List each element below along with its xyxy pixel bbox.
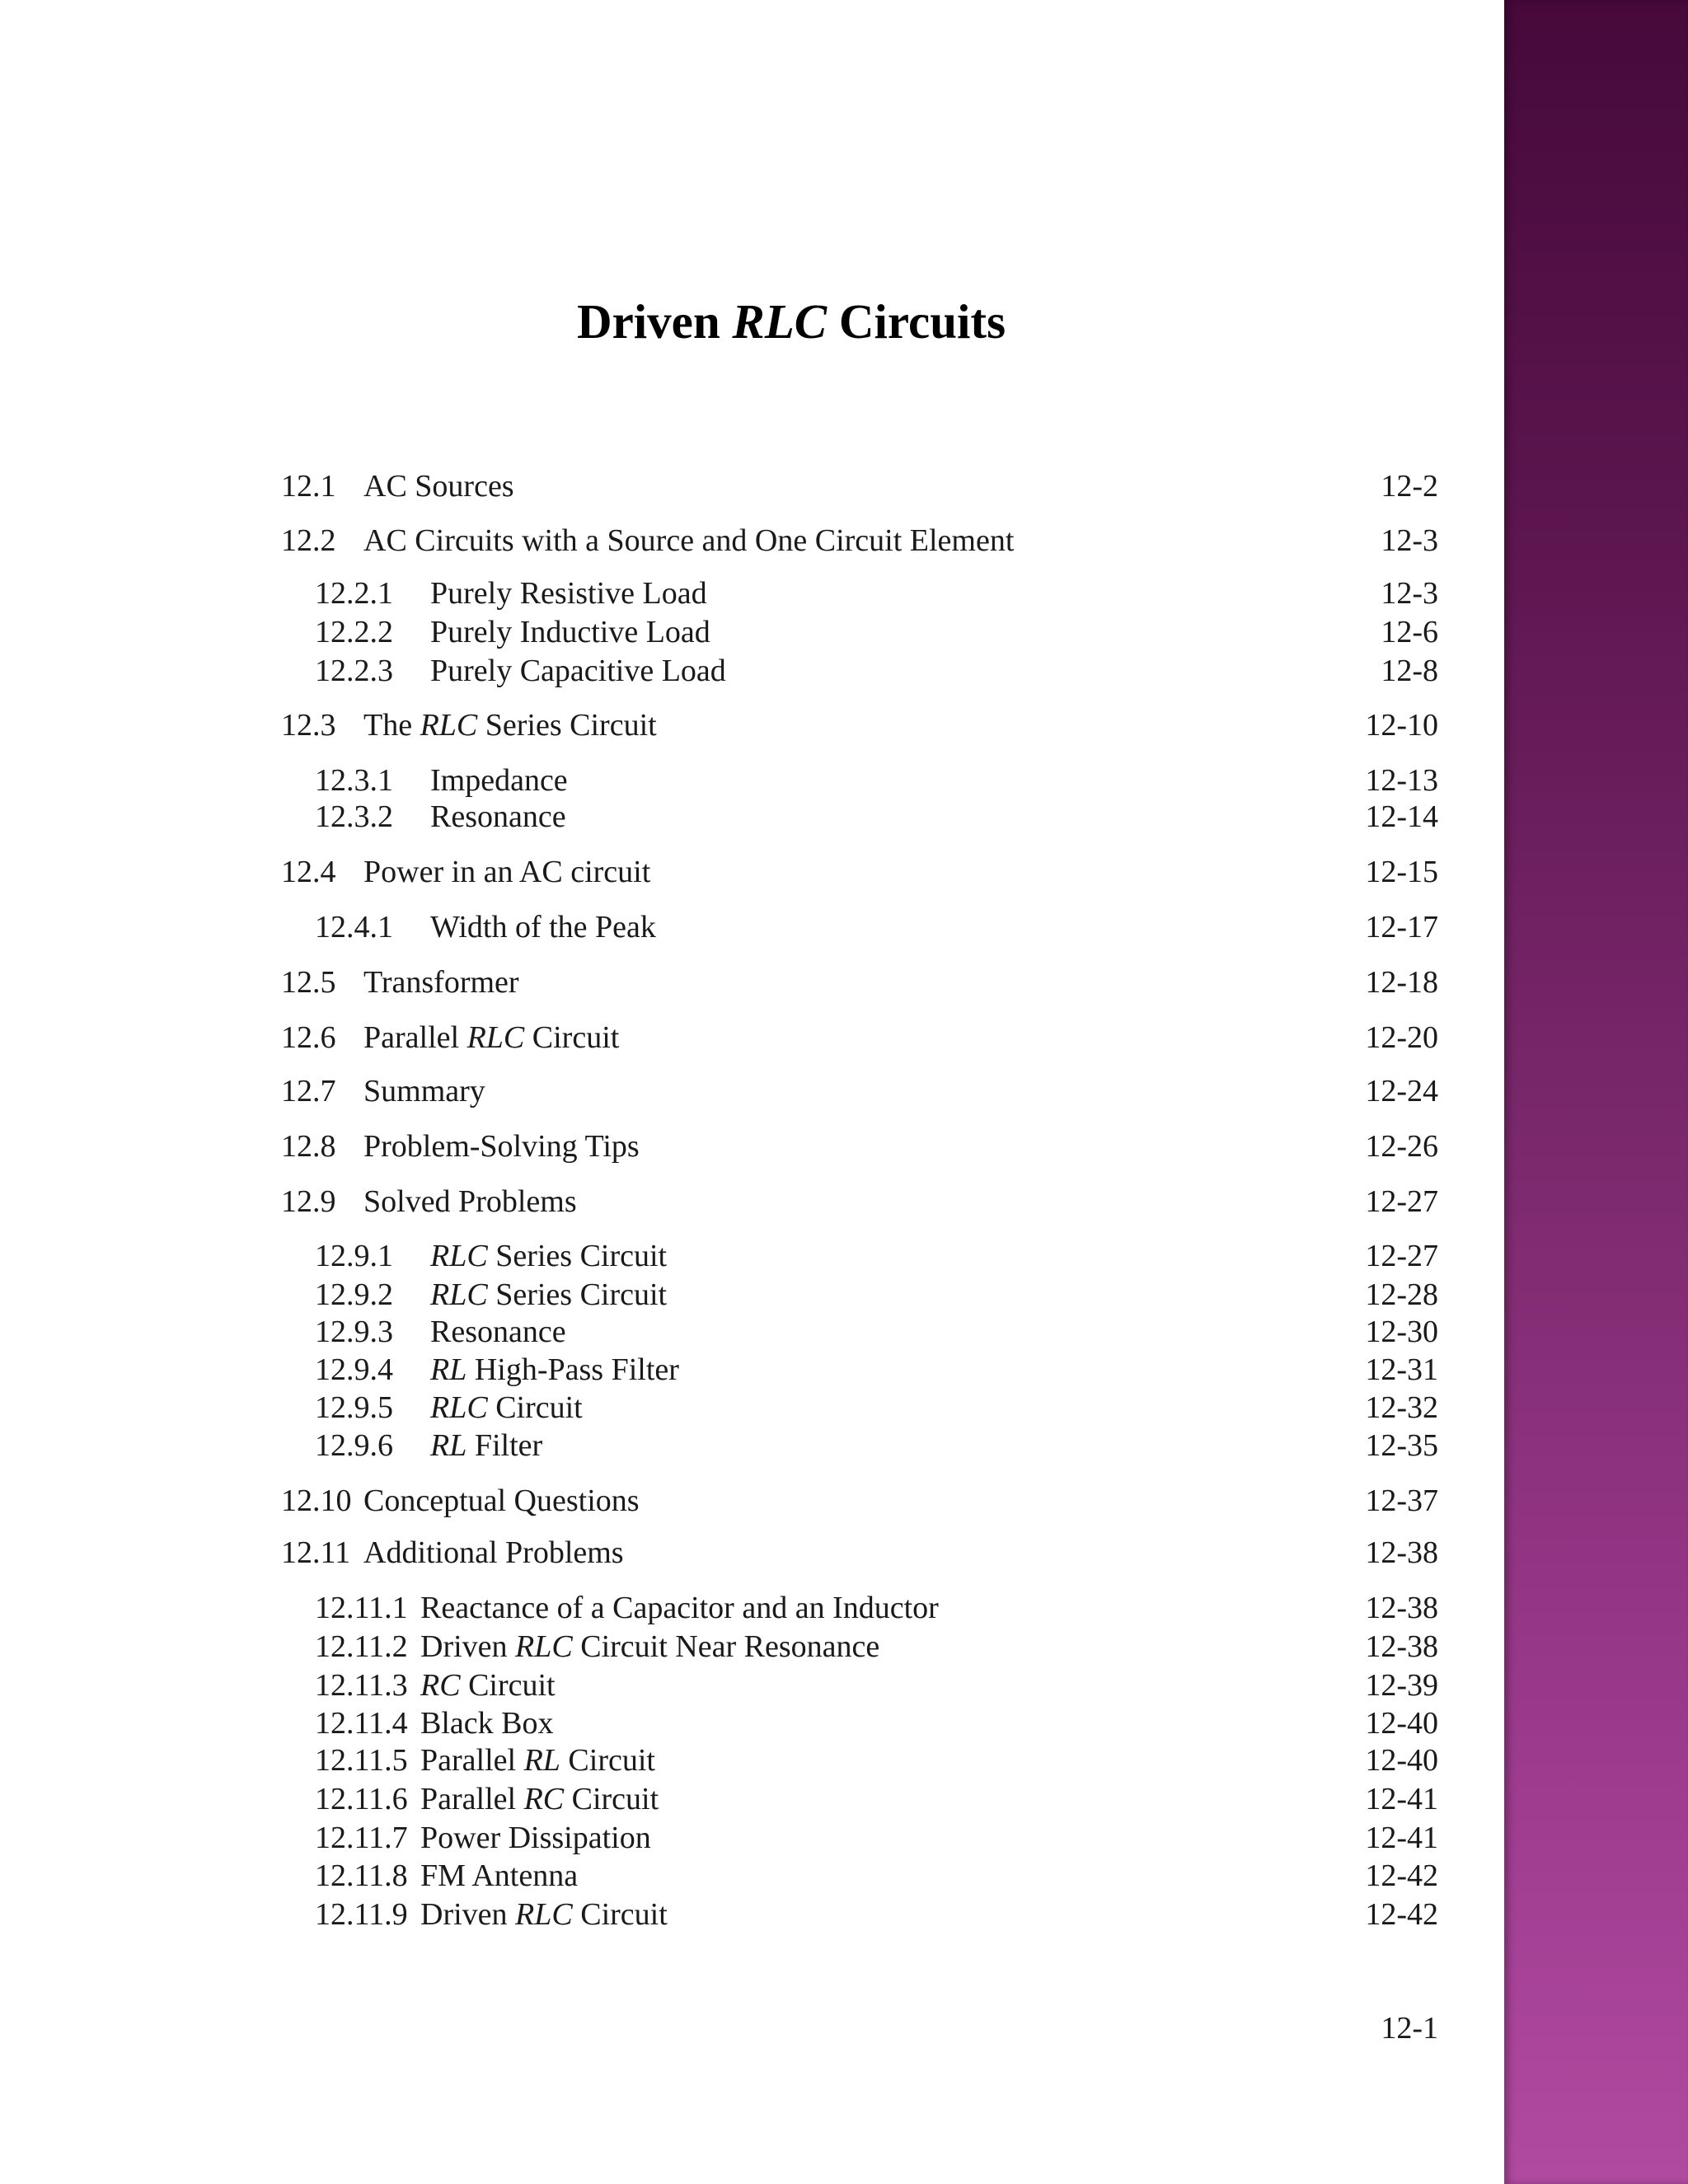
toc-entry[interactable] <box>0 1532 1504 1573</box>
toc-title-part: Parallel <box>420 1743 524 1778</box>
toc-title-part: Parallel <box>363 1020 467 1055</box>
toc-subentry[interactable] <box>0 796 1504 837</box>
toc-page-number: 12-13 <box>1365 763 1438 798</box>
toc-subentry[interactable] <box>0 1855 1504 1896</box>
toc-subentry[interactable] <box>0 1626 1504 1667</box>
toc-page-number: 12-8 <box>1381 654 1438 688</box>
toc-section-number: 12.11.4 <box>315 1706 408 1741</box>
toc-section-number: 12.1 <box>281 469 336 504</box>
toc-section-number: 12.3.1 <box>315 763 393 798</box>
toc-section-title: Additional Problems <box>363 1535 624 1570</box>
decorative-side-band <box>1504 0 1688 2184</box>
toc-page-number: 12-3 <box>1381 576 1438 611</box>
toc-section-title: FM Antenna <box>420 1858 579 1893</box>
toc-page-number: 12-40 <box>1365 1706 1438 1741</box>
toc-title-italic: RLC <box>515 1629 573 1664</box>
toc-subentry[interactable] <box>0 1387 1504 1428</box>
toc-entry[interactable] <box>0 1126 1504 1167</box>
toc-title-part: Circuit Near Resonance <box>572 1629 880 1664</box>
toc-section-number: 12.9.3 <box>315 1315 393 1349</box>
toc-section-number: 12.2.1 <box>315 576 393 611</box>
toc-title-part: Series Circuit <box>487 1239 668 1273</box>
toc-section-title: Resonance <box>430 799 566 834</box>
toc-section-number: 12.9.5 <box>315 1390 393 1425</box>
toc-title-italic: RLC <box>430 1390 488 1425</box>
toc-section-number: 12.3 <box>281 708 336 743</box>
toc-section-title <box>430 1235 667 1277</box>
toc-title-italic: RL <box>430 1428 467 1463</box>
toc-section-title: Width of the Peak <box>430 910 656 944</box>
toc-page-number: 12-35 <box>1365 1428 1438 1463</box>
toc-subentry[interactable] <box>0 1235 1504 1277</box>
toc-section-title: Impedance <box>430 763 568 798</box>
toc-title-part: Circuit <box>572 1897 668 1932</box>
toc-section-number: 12.6 <box>281 1020 336 1055</box>
toc-entry[interactable] <box>0 851 1504 893</box>
toc-page-number: 12-14 <box>1365 799 1438 834</box>
toc-page-number: 12-41 <box>1365 1782 1438 1816</box>
toc-subentry[interactable] <box>0 1740 1504 1781</box>
toc-section-number: 12.4.1 <box>315 910 393 944</box>
toc-title-italic: RC <box>420 1668 461 1703</box>
toc-section-number: 12.9.2 <box>315 1277 393 1312</box>
toc-page-number: 12-6 <box>1381 615 1438 649</box>
toc-section-title: Black Box <box>420 1706 554 1741</box>
toc-section-number: 12.2.3 <box>315 654 393 688</box>
toc-title-italic: RC <box>523 1782 565 1816</box>
toc-page-number: 12-20 <box>1365 1020 1438 1055</box>
toc-section-title: Reactance of a Capacitor and an Inductor <box>420 1591 939 1625</box>
toc-title-part: Parallel <box>420 1782 524 1816</box>
toc-subentry[interactable] <box>0 1779 1504 1820</box>
toc-section-title <box>420 1626 879 1667</box>
toc-section-number: 12.2 <box>281 523 336 558</box>
toc-title-italic: RLC <box>515 1897 573 1932</box>
toc-section-title <box>420 1894 668 1935</box>
toc-section-title: Power Dissipation <box>420 1821 651 1855</box>
toc-title-part: Circuit <box>487 1390 583 1425</box>
toc-section-title: Solved Problems <box>363 1184 577 1219</box>
toc-title-italic: RLC <box>467 1020 525 1055</box>
toc-title-part: Driven <box>420 1897 516 1932</box>
toc-section-number: 12.11.5 <box>315 1743 408 1778</box>
toc-section-title: Purely Capacitive Load <box>430 654 726 688</box>
toc-page-number: 12-42 <box>1365 1858 1438 1893</box>
toc-page-number: 12-38 <box>1365 1535 1438 1570</box>
toc-subentry[interactable] <box>0 760 1504 801</box>
toc-page-number: 12-2 <box>1381 469 1438 504</box>
toc-section-title <box>430 1387 583 1428</box>
toc-title-italic: RLC <box>430 1239 488 1273</box>
toc-page-number: 12-38 <box>1365 1629 1438 1664</box>
toc-page-number: 12-37 <box>1365 1483 1438 1518</box>
toc-title-part: Series Circuit <box>487 1277 668 1312</box>
toc-page-number: 12-38 <box>1365 1591 1438 1625</box>
toc-section-number: 12.11.9 <box>315 1897 408 1932</box>
toc-section-title <box>363 705 657 746</box>
toc-title-part: Filter <box>467 1428 543 1463</box>
toc-subentry[interactable] <box>0 1587 1504 1629</box>
toc-page-number: 12-42 <box>1365 1897 1438 1932</box>
toc-page-number: 12-39 <box>1365 1668 1438 1703</box>
toc-section-title: AC Sources <box>363 469 514 504</box>
toc-section-title: Transformer <box>363 965 519 1000</box>
toc-subentry[interactable] <box>0 573 1504 614</box>
toc-page-number: 12-10 <box>1365 708 1438 743</box>
page-number-footer: 12-1 <box>1381 2011 1438 2046</box>
toc-section-title: Purely Inductive Load <box>430 615 710 649</box>
toc-title-italic: RLC <box>430 1277 488 1312</box>
chapter-title-suffix: Circuits <box>827 294 1006 349</box>
toc-section-title: AC Circuits with a Source and One Circuit Element <box>363 523 1015 558</box>
chapter-title-italic: RLC <box>732 294 828 349</box>
toc-section-title: Conceptual Questions <box>363 1483 640 1518</box>
toc-section-title <box>420 1740 655 1781</box>
toc-section-number: 12.2.2 <box>315 615 393 649</box>
toc-subentry[interactable] <box>0 1665 1504 1706</box>
toc-subentry[interactable] <box>0 1703 1504 1744</box>
toc-entry[interactable] <box>0 520 1504 561</box>
toc-section-number: 12.9.6 <box>315 1428 393 1463</box>
toc-page-number: 12-30 <box>1365 1315 1438 1349</box>
toc-section-title: Power in an AC circuit <box>363 855 651 889</box>
toc-title-part: Circuit <box>560 1743 655 1778</box>
toc-page-number: 12-24 <box>1365 1074 1438 1108</box>
toc-section-number: 12.11.6 <box>315 1782 408 1816</box>
toc-section-number: 12.9 <box>281 1184 336 1219</box>
toc-title-italic: RL <box>430 1352 467 1387</box>
toc-section-number: 12.4 <box>281 855 336 889</box>
toc-page-number: 12-41 <box>1365 1821 1438 1855</box>
toc-section-title <box>430 1425 542 1466</box>
toc-section-number: 12.9.1 <box>315 1239 393 1273</box>
toc-page-number: 12-32 <box>1365 1390 1438 1425</box>
toc-entry[interactable] <box>0 1071 1504 1112</box>
toc-page-number: 12-27 <box>1365 1239 1438 1273</box>
toc-title-italic: RL <box>523 1743 560 1778</box>
toc-section-number: 12.7 <box>281 1074 336 1108</box>
toc-section-title: Problem-Solving Tips <box>363 1129 640 1164</box>
toc-subentry[interactable] <box>0 612 1504 653</box>
toc-subentry[interactable] <box>0 1425 1504 1466</box>
toc-entry[interactable] <box>0 466 1504 507</box>
toc-title-part: Circuit <box>460 1668 556 1703</box>
toc-section-title <box>430 1274 667 1315</box>
toc-title-part: High-Pass Filter <box>467 1352 679 1387</box>
toc-subentry[interactable] <box>0 1894 1504 1935</box>
toc-section-title <box>420 1665 556 1706</box>
toc-section-number: 12.11 <box>281 1535 351 1570</box>
toc-title-part: Circuit <box>524 1020 620 1055</box>
toc-section-number: 12.9.4 <box>315 1352 393 1387</box>
toc-subentry[interactable] <box>0 650 1504 691</box>
toc-title-italic: RLC <box>420 708 478 743</box>
toc-subentry[interactable] <box>0 1349 1504 1390</box>
toc-subentry[interactable] <box>0 1311 1504 1352</box>
toc-section-title <box>430 1349 679 1390</box>
toc-section-number: 12.3.2 <box>315 799 393 834</box>
toc-page-number: 12-17 <box>1365 910 1438 944</box>
chapter-title-prefix: Driven <box>576 294 733 349</box>
toc-subentry[interactable] <box>0 907 1504 948</box>
toc-entry[interactable] <box>0 705 1504 746</box>
toc-page-number: 12-18 <box>1365 965 1438 1000</box>
toc-subentry[interactable] <box>0 1817 1504 1858</box>
toc-title-part: Driven <box>420 1629 516 1664</box>
toc-page-number: 12-28 <box>1365 1277 1438 1312</box>
toc-page-number: 12-40 <box>1365 1743 1438 1778</box>
toc-entry[interactable] <box>0 1017 1504 1058</box>
toc-section-title <box>420 1779 659 1820</box>
toc-section-number: 12.8 <box>281 1129 336 1164</box>
toc-page-number: 12-26 <box>1365 1129 1438 1164</box>
toc-section-title: Purely Resistive Load <box>430 576 707 611</box>
toc-page-number: 12-3 <box>1381 523 1438 558</box>
toc-section-number: 12.11.7 <box>315 1821 408 1855</box>
toc-section-title: Resonance <box>430 1315 566 1349</box>
toc-title-part: Series Circuit <box>477 708 657 743</box>
toc-page-number: 12-27 <box>1365 1184 1438 1219</box>
toc-title-part: The <box>363 708 420 743</box>
toc-section-number: 12.11.8 <box>315 1858 408 1893</box>
toc-section-number: 12.11.2 <box>315 1629 408 1664</box>
toc-section-title: Summary <box>363 1074 485 1108</box>
toc-entry[interactable] <box>0 1480 1504 1521</box>
toc-title-part: Circuit <box>564 1782 659 1816</box>
toc-section-number: 12.5 <box>281 965 336 1000</box>
toc-section-number: 12.10 <box>281 1483 352 1518</box>
toc-page-number: 12-15 <box>1365 855 1438 889</box>
toc-entry[interactable] <box>0 962 1504 1003</box>
toc-subentry[interactable] <box>0 1274 1504 1315</box>
toc-section-number: 12.11.3 <box>315 1668 408 1703</box>
toc-section-title <box>363 1017 619 1058</box>
toc-entry[interactable] <box>0 1181 1504 1222</box>
toc-page-number: 12-31 <box>1365 1352 1438 1387</box>
toc-section-number: 12.11.1 <box>315 1591 408 1625</box>
